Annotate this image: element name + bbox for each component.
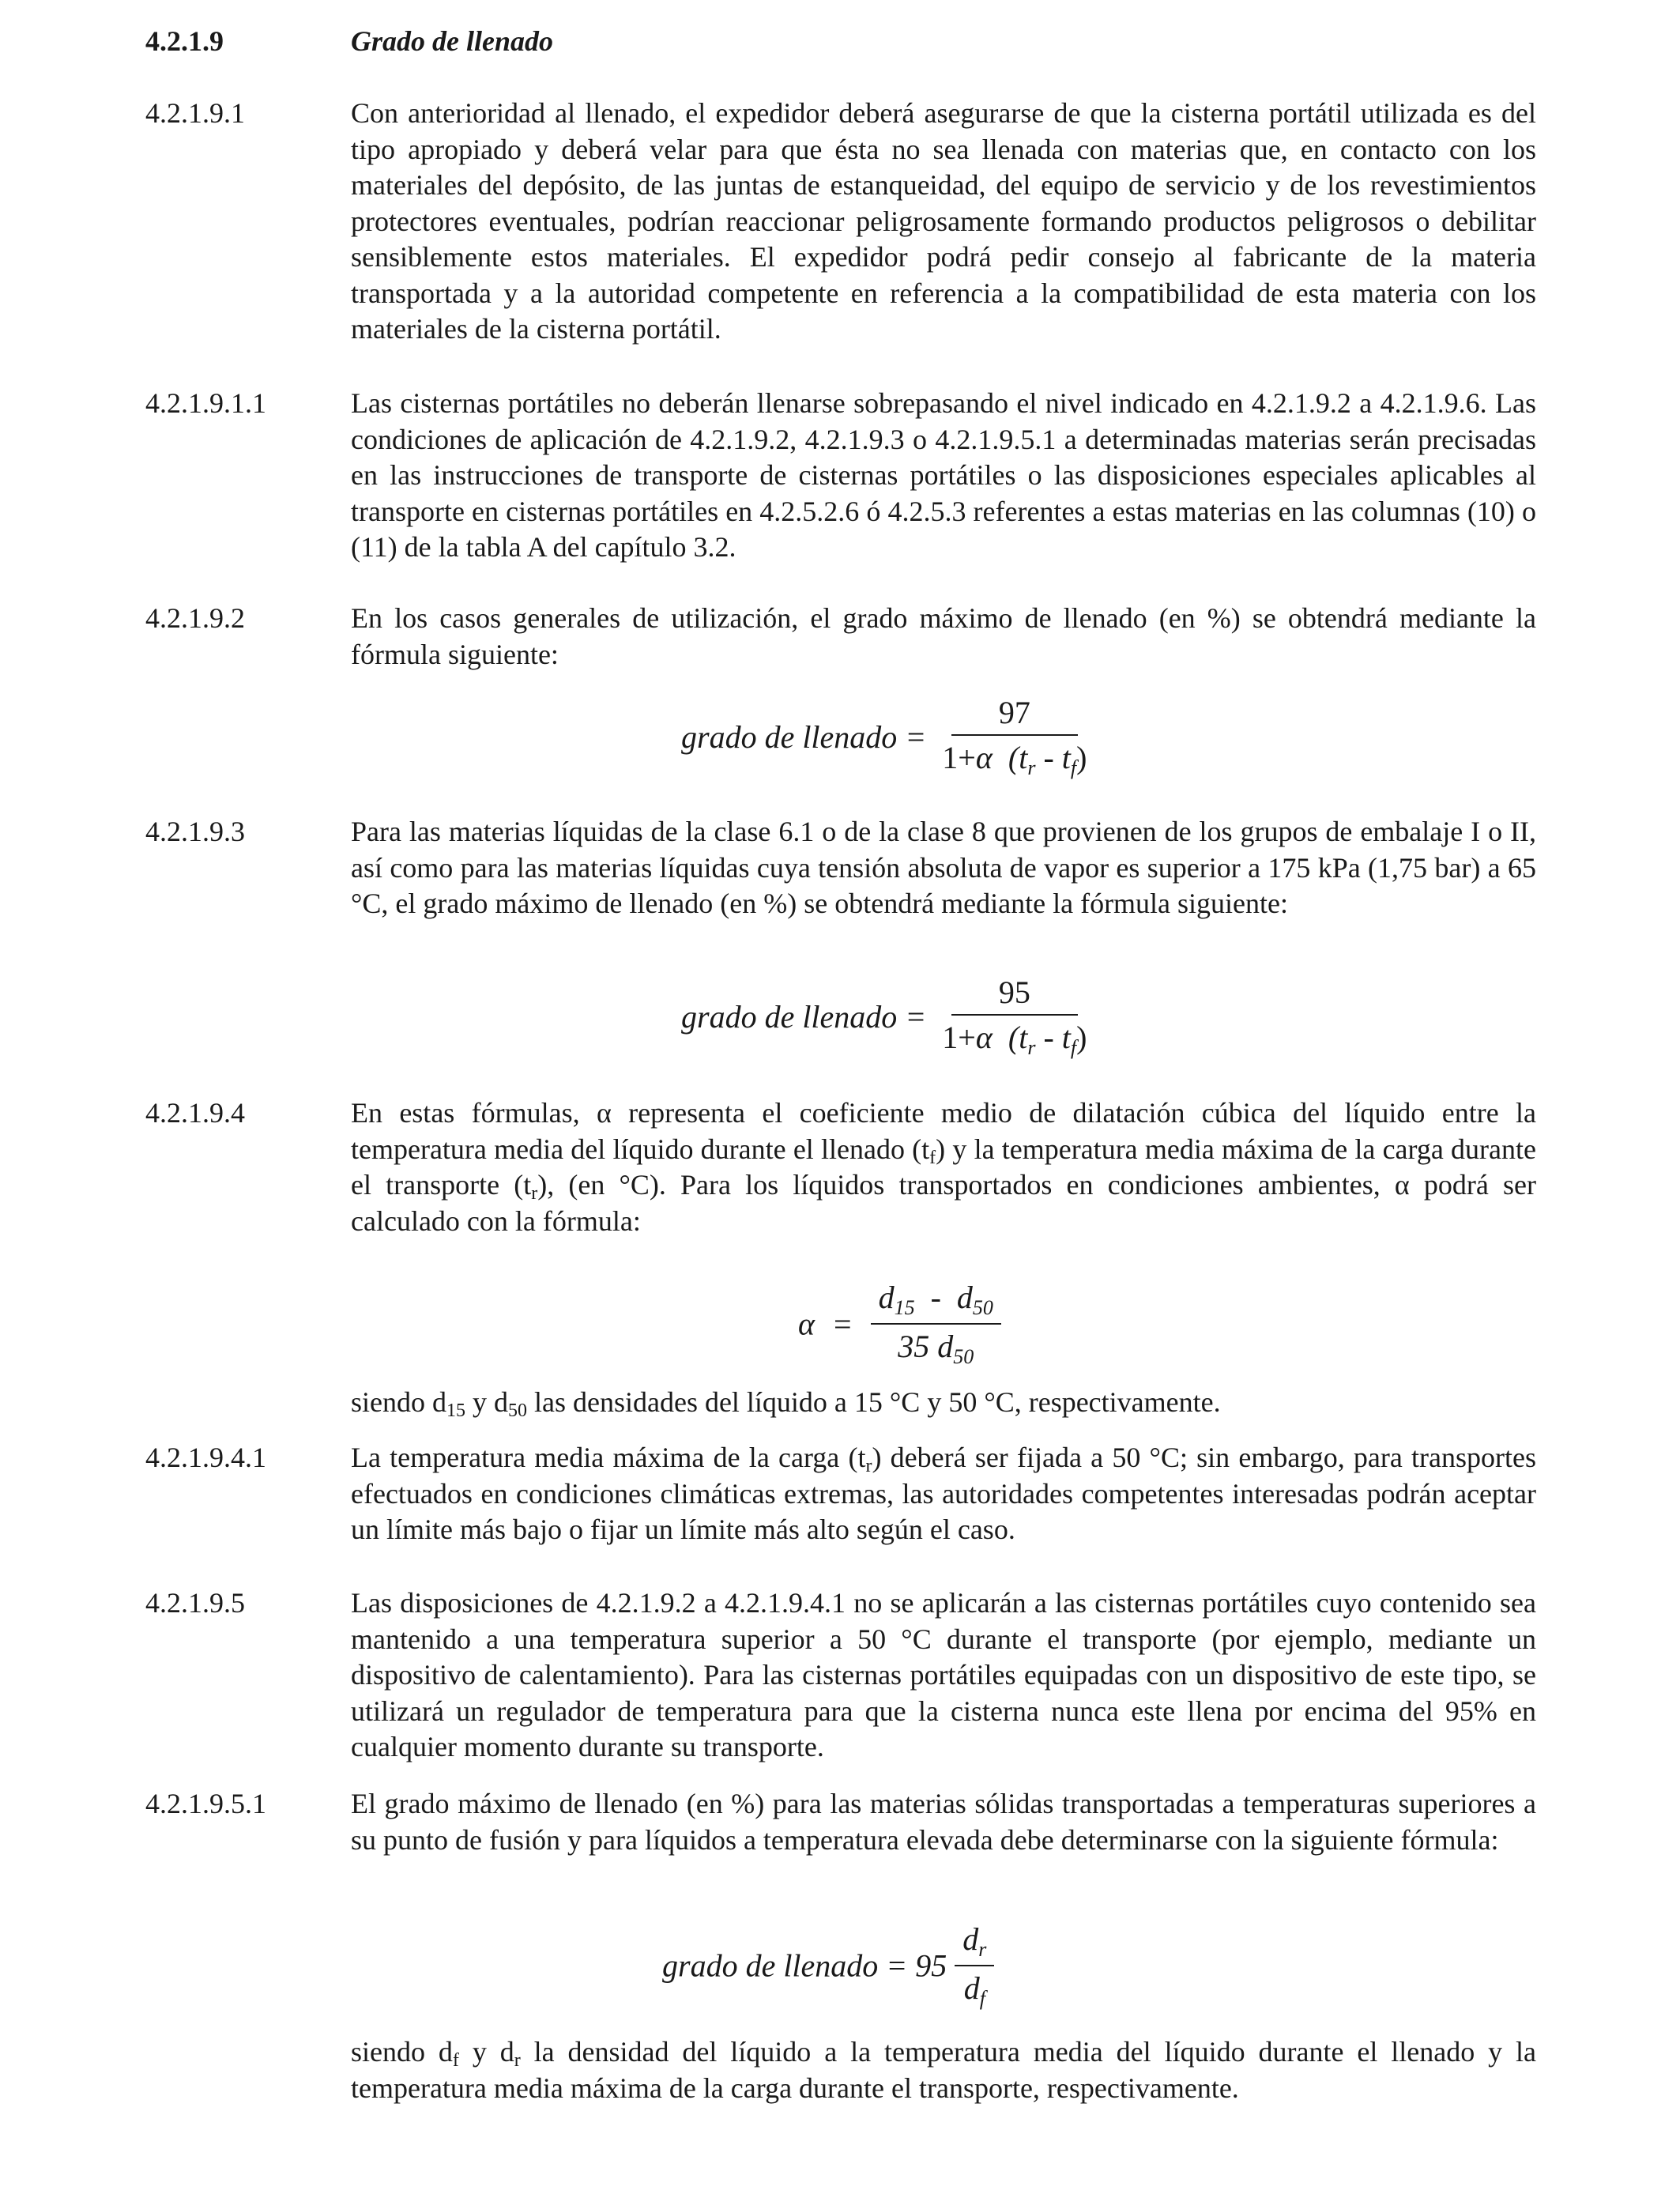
formula-label: grado de llenado = bbox=[681, 719, 927, 755]
formula-numerator: $d_{15} - d_{50}$ bbox=[871, 1279, 1001, 1325]
section-number: 4.2.1.9.1.1 bbox=[145, 387, 266, 419]
formula-fill-degree-95 bbox=[681, 974, 1094, 1060]
formula-denominator: 35 $d_{50}$ bbox=[898, 1329, 974, 1368]
formula-explanation: siendo $d_{15}$ y $d_{50}$ las densidades del líquido a 15 °C y 50 °C, respectivamente. bbox=[351, 1386, 1221, 1421]
formula-denominator: 1+α $(t_r - t_f)$ bbox=[942, 740, 1087, 779]
section-number: 4.2.1.9.4.1 bbox=[145, 1442, 266, 1473]
formula-fill-degree-97 bbox=[681, 694, 1094, 780]
formula-label: α bbox=[798, 1306, 815, 1342]
section-text: Las cisternas portátiles no deberán llenarse sobrepasando el nivel indicado en 4.2.1.9.2 a 4.2.1.9.6. Las condiciones de aplicación de 4.2.1.9.2, 4.2.1.9.3 o 4.2.1.9.5.1 a determinadas materias serán precisadas en las instrucciones de transporte de cisternas portátiles o las disposiciones especiales aplicables al transporte en cisternas portátiles en 4.2.5.2.6 ó 4.2.5.3 referentes a estas materias en las columnas (10) o (11) de la tabla A del capítulo 3.2. bbox=[351, 387, 1536, 563]
section-number: 4.2.1.9.4 bbox=[145, 1097, 245, 1129]
formula-fraction bbox=[955, 1921, 994, 2011]
section-text: En estas fórmulas, α representa el coeficiente medio de dilatación cúbica del líquido entre la temperatura media del líquido durante el llenado $(t_f)$ y la temperatura media máxima de la carga durante el transporte $(t_r)$, (en °C). Para los líquidos transportados en condiciones ambientes, α podrá ser calculado con la fórmula: bbox=[351, 1097, 1536, 1237]
section-number: 4.2.1.9.2 bbox=[145, 602, 245, 634]
formula-label: grado de llenado = bbox=[681, 999, 927, 1035]
formula-numerator: 95 bbox=[951, 974, 1078, 1016]
section-text: Con anterioridad al llenado, el expedidor deberá asegurarse de que la cisterna portátil utilizada es del tipo apropiado y deberá velar para que ésta no sea llenada con materias que, en contacto con los materiales del depósito, de las juntas de estanqueidad, del equipo de servicio y de los revestimientos protectores eventuales, podrían reaccionar peligrosamente formando productos peligrosos o debilitar sensiblemente estos materiales. El expedidor podrá pedir consejo al fabricante de la materia transportada y a la autoridad competente en referencia a la compatibilidad de esta materia con los materiales de la cisterna portátil. bbox=[351, 97, 1536, 345]
section-number: 4.2.1.9.5 bbox=[145, 1587, 245, 1619]
formula-explanation: siendo $d_f$ y $d_r$ la densidad del líquido a la temperatura media del líquido durante el llenado y la temperatura media máxima de la carga durante el transporte, respectivamente. bbox=[351, 2036, 1537, 2104]
section-text: El grado máximo de llenado (en %) para las materias sólidas transportadas a temperaturas superiores a su punto de fusión y para líquidos a temperatura elevada debe determinarse con la siguiente fórmula: bbox=[351, 1788, 1536, 1856]
section-text: Para las materias líquidas de la clase 6.1 o de la clase 8 que provienen de los grupos de embalaje I o II, así como para las materias líquidas cuya tensión absoluta de vapor es superior a 175 kPa (1,75 bar) a 65 °C, el grado máximo de llenado (en %) se obtendrá mediante la fórmula siguiente: bbox=[351, 816, 1536, 919]
section-number: 4.2.1.9.3 bbox=[145, 816, 245, 847]
section-text: En los casos generales de utilización, el grado máximo de llenado (en %) se obtendrá mediante la fórmula siguiente: bbox=[351, 602, 1536, 670]
formula-numerator: $d_r$ bbox=[955, 1921, 994, 1966]
formula-fraction bbox=[934, 694, 1094, 780]
heading-number: 4.2.1.9 bbox=[145, 25, 224, 57]
formula-fraction bbox=[871, 1279, 1001, 1369]
formula-alpha: α = $\frac{d_{15} - d_{50}}{35 d_{50}}$ bbox=[798, 1279, 1001, 1369]
formula-denominator: 1+α $(t_r - t_f)$ bbox=[942, 1020, 1087, 1059]
formula-label: grado de llenado = 95 bbox=[662, 1947, 947, 1984]
heading-title: Grado de llenado bbox=[351, 25, 553, 57]
section-text: La temperatura media máxima de la carga $(t_r)$ deberá ser fijada a 50 °C; sin embargo, para transportes efectuados en condiciones climáticas extremas, las autoridades competentes interesadas podrán aceptar un límite más bajo o fijar un límite más alto según el caso. bbox=[351, 1442, 1537, 1545]
formula-denominator: $d_f$ bbox=[963, 1970, 985, 2010]
formula-fill-degree-density bbox=[662, 1921, 994, 2011]
formula-numerator: 97 bbox=[951, 694, 1078, 736]
section-number: 4.2.1.9.5.1 bbox=[145, 1788, 266, 1819]
section-number: 4.2.1.9.1 bbox=[145, 97, 245, 129]
section-text: Las disposiciones de 4.2.1.9.2 a 4.2.1.9.4.1 no se aplicarán a las cisternas portátiles cuyo contenido sea mantenido a una temperatura superior a 50 °C durante el transporte (por ejemplo, mediante un dispositivo de calentamiento). Para las cisternas portátiles equipadas con un dispositivo de este tipo, se utilizará un regulador de temperatura para que la cisterna nunca este llena por encima del 95% en cualquier momento durante su transporte. bbox=[351, 1587, 1536, 1762]
formula-fraction bbox=[934, 974, 1094, 1060]
